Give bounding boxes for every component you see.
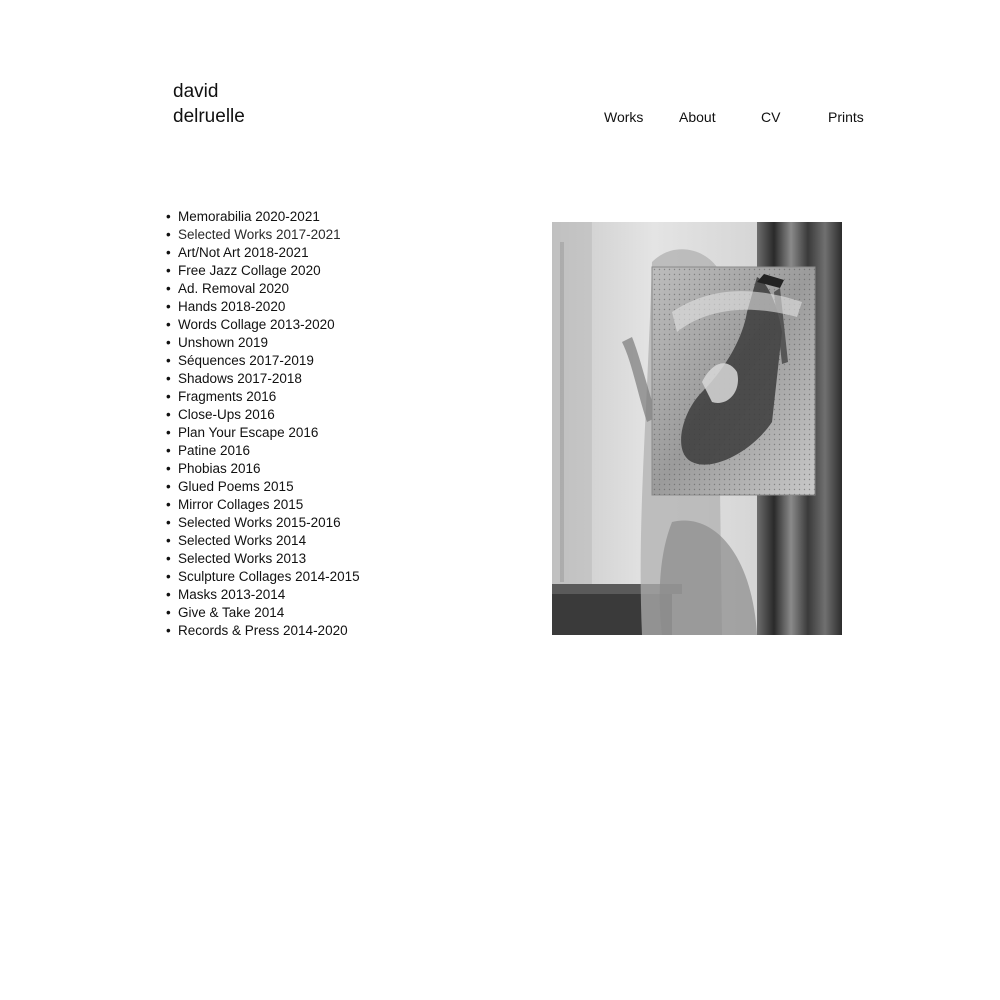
bullet-icon: • — [166, 371, 171, 386]
list-item — [166, 586, 360, 604]
bullet-icon: • — [166, 317, 171, 332]
bullet-icon: • — [166, 623, 171, 638]
bullet-icon: • — [166, 497, 171, 512]
series-link[interactable]: Selected Works 2015-2016 — [178, 515, 341, 530]
list-item — [166, 352, 360, 370]
list-item — [166, 280, 360, 298]
series-link[interactable]: Records & Press 2014-2020 — [178, 623, 348, 638]
bullet-icon: • — [166, 533, 171, 548]
series-link[interactable]: Give & Take 2014 — [178, 605, 285, 620]
list-item — [166, 208, 360, 226]
nav-works-link[interactable]: Works — [604, 109, 644, 125]
list-item — [166, 388, 360, 406]
list-item — [166, 568, 360, 586]
series-link[interactable]: Selected Works 2014 — [178, 533, 307, 548]
list-item — [166, 298, 360, 316]
nav-about-link[interactable]: About — [679, 109, 716, 125]
series-link[interactable]: Phobias 2016 — [178, 461, 261, 476]
series-link[interactable]: Unshown 2019 — [178, 335, 269, 350]
list-item — [166, 370, 360, 388]
series-link[interactable]: Memorabilia 2020-2021 — [178, 209, 320, 224]
bullet-icon: • — [166, 389, 171, 404]
bullet-icon: • — [166, 551, 171, 566]
list-item — [166, 460, 360, 478]
bullet-icon: • — [166, 407, 171, 422]
main-nav — [0, 107, 1000, 129]
series-link[interactable]: Selected Works 2017-2021 — [178, 227, 341, 242]
list-item — [166, 334, 360, 352]
list-item — [166, 532, 360, 550]
series-link[interactable]: Words Collage 2013-2020 — [178, 317, 335, 332]
bullet-icon: • — [166, 461, 171, 476]
collage-artwork — [552, 222, 842, 635]
list-item — [166, 514, 360, 532]
bullet-icon: • — [166, 281, 171, 296]
logo-line-last-name: delruelle — [173, 106, 245, 127]
works-series-list — [166, 208, 360, 640]
list-item — [166, 622, 360, 640]
series-link[interactable]: Selected Works 2013 — [178, 551, 307, 566]
bullet-icon: • — [166, 425, 171, 440]
bullet-icon: • — [166, 515, 171, 530]
list-item — [166, 496, 360, 514]
series-link[interactable]: Masks 2013-2014 — [178, 587, 286, 602]
bullet-icon: • — [166, 245, 171, 260]
list-item — [166, 226, 360, 244]
bullet-icon: • — [166, 479, 171, 494]
list-item — [166, 244, 360, 262]
series-link[interactable]: Glued Poems 2015 — [178, 479, 294, 494]
bullet-icon: • — [166, 263, 171, 278]
bullet-icon: • — [166, 569, 171, 584]
series-link[interactable]: Art/Not Art 2018-2021 — [178, 245, 309, 260]
series-link[interactable]: Free Jazz Collage 2020 — [178, 263, 321, 278]
list-item — [166, 442, 360, 460]
bullet-icon: • — [166, 353, 171, 368]
list-item — [166, 604, 360, 622]
list-item — [166, 262, 360, 280]
series-link[interactable]: Hands 2018-2020 — [178, 299, 286, 314]
series-link[interactable]: Patine 2016 — [178, 443, 251, 458]
bullet-icon: • — [166, 227, 171, 242]
series-link[interactable]: Séquences 2017-2019 — [178, 353, 314, 368]
series-link[interactable]: Mirror Collages 2015 — [178, 497, 304, 512]
series-link[interactable]: Ad. Removal 2020 — [178, 281, 290, 296]
series-link[interactable]: Shadows 2017-2018 — [178, 371, 302, 386]
featured-artwork-image[interactable] — [552, 222, 842, 635]
series-link[interactable]: Plan Your Escape 2016 — [178, 425, 319, 440]
bullet-icon: • — [166, 335, 171, 350]
series-link[interactable]: Close-Ups 2016 — [178, 407, 275, 422]
series-link[interactable]: Fragments 2016 — [178, 389, 277, 404]
list-item — [166, 424, 360, 442]
list-item — [166, 316, 360, 334]
list-item — [166, 406, 360, 424]
nav-prints-link[interactable]: Prints — [828, 109, 864, 125]
list-item — [166, 550, 360, 568]
bullet-icon: • — [166, 587, 171, 602]
bullet-icon: • — [166, 443, 171, 458]
nav-cv-link[interactable]: CV — [761, 109, 781, 125]
series-link[interactable]: Sculpture Collages 2014-2015 — [178, 569, 360, 584]
bullet-icon: • — [166, 605, 171, 620]
logo-line-first-name: david — [173, 81, 219, 102]
bullet-icon: • — [166, 299, 171, 314]
list-item — [166, 478, 360, 496]
bullet-icon: • — [166, 209, 171, 224]
